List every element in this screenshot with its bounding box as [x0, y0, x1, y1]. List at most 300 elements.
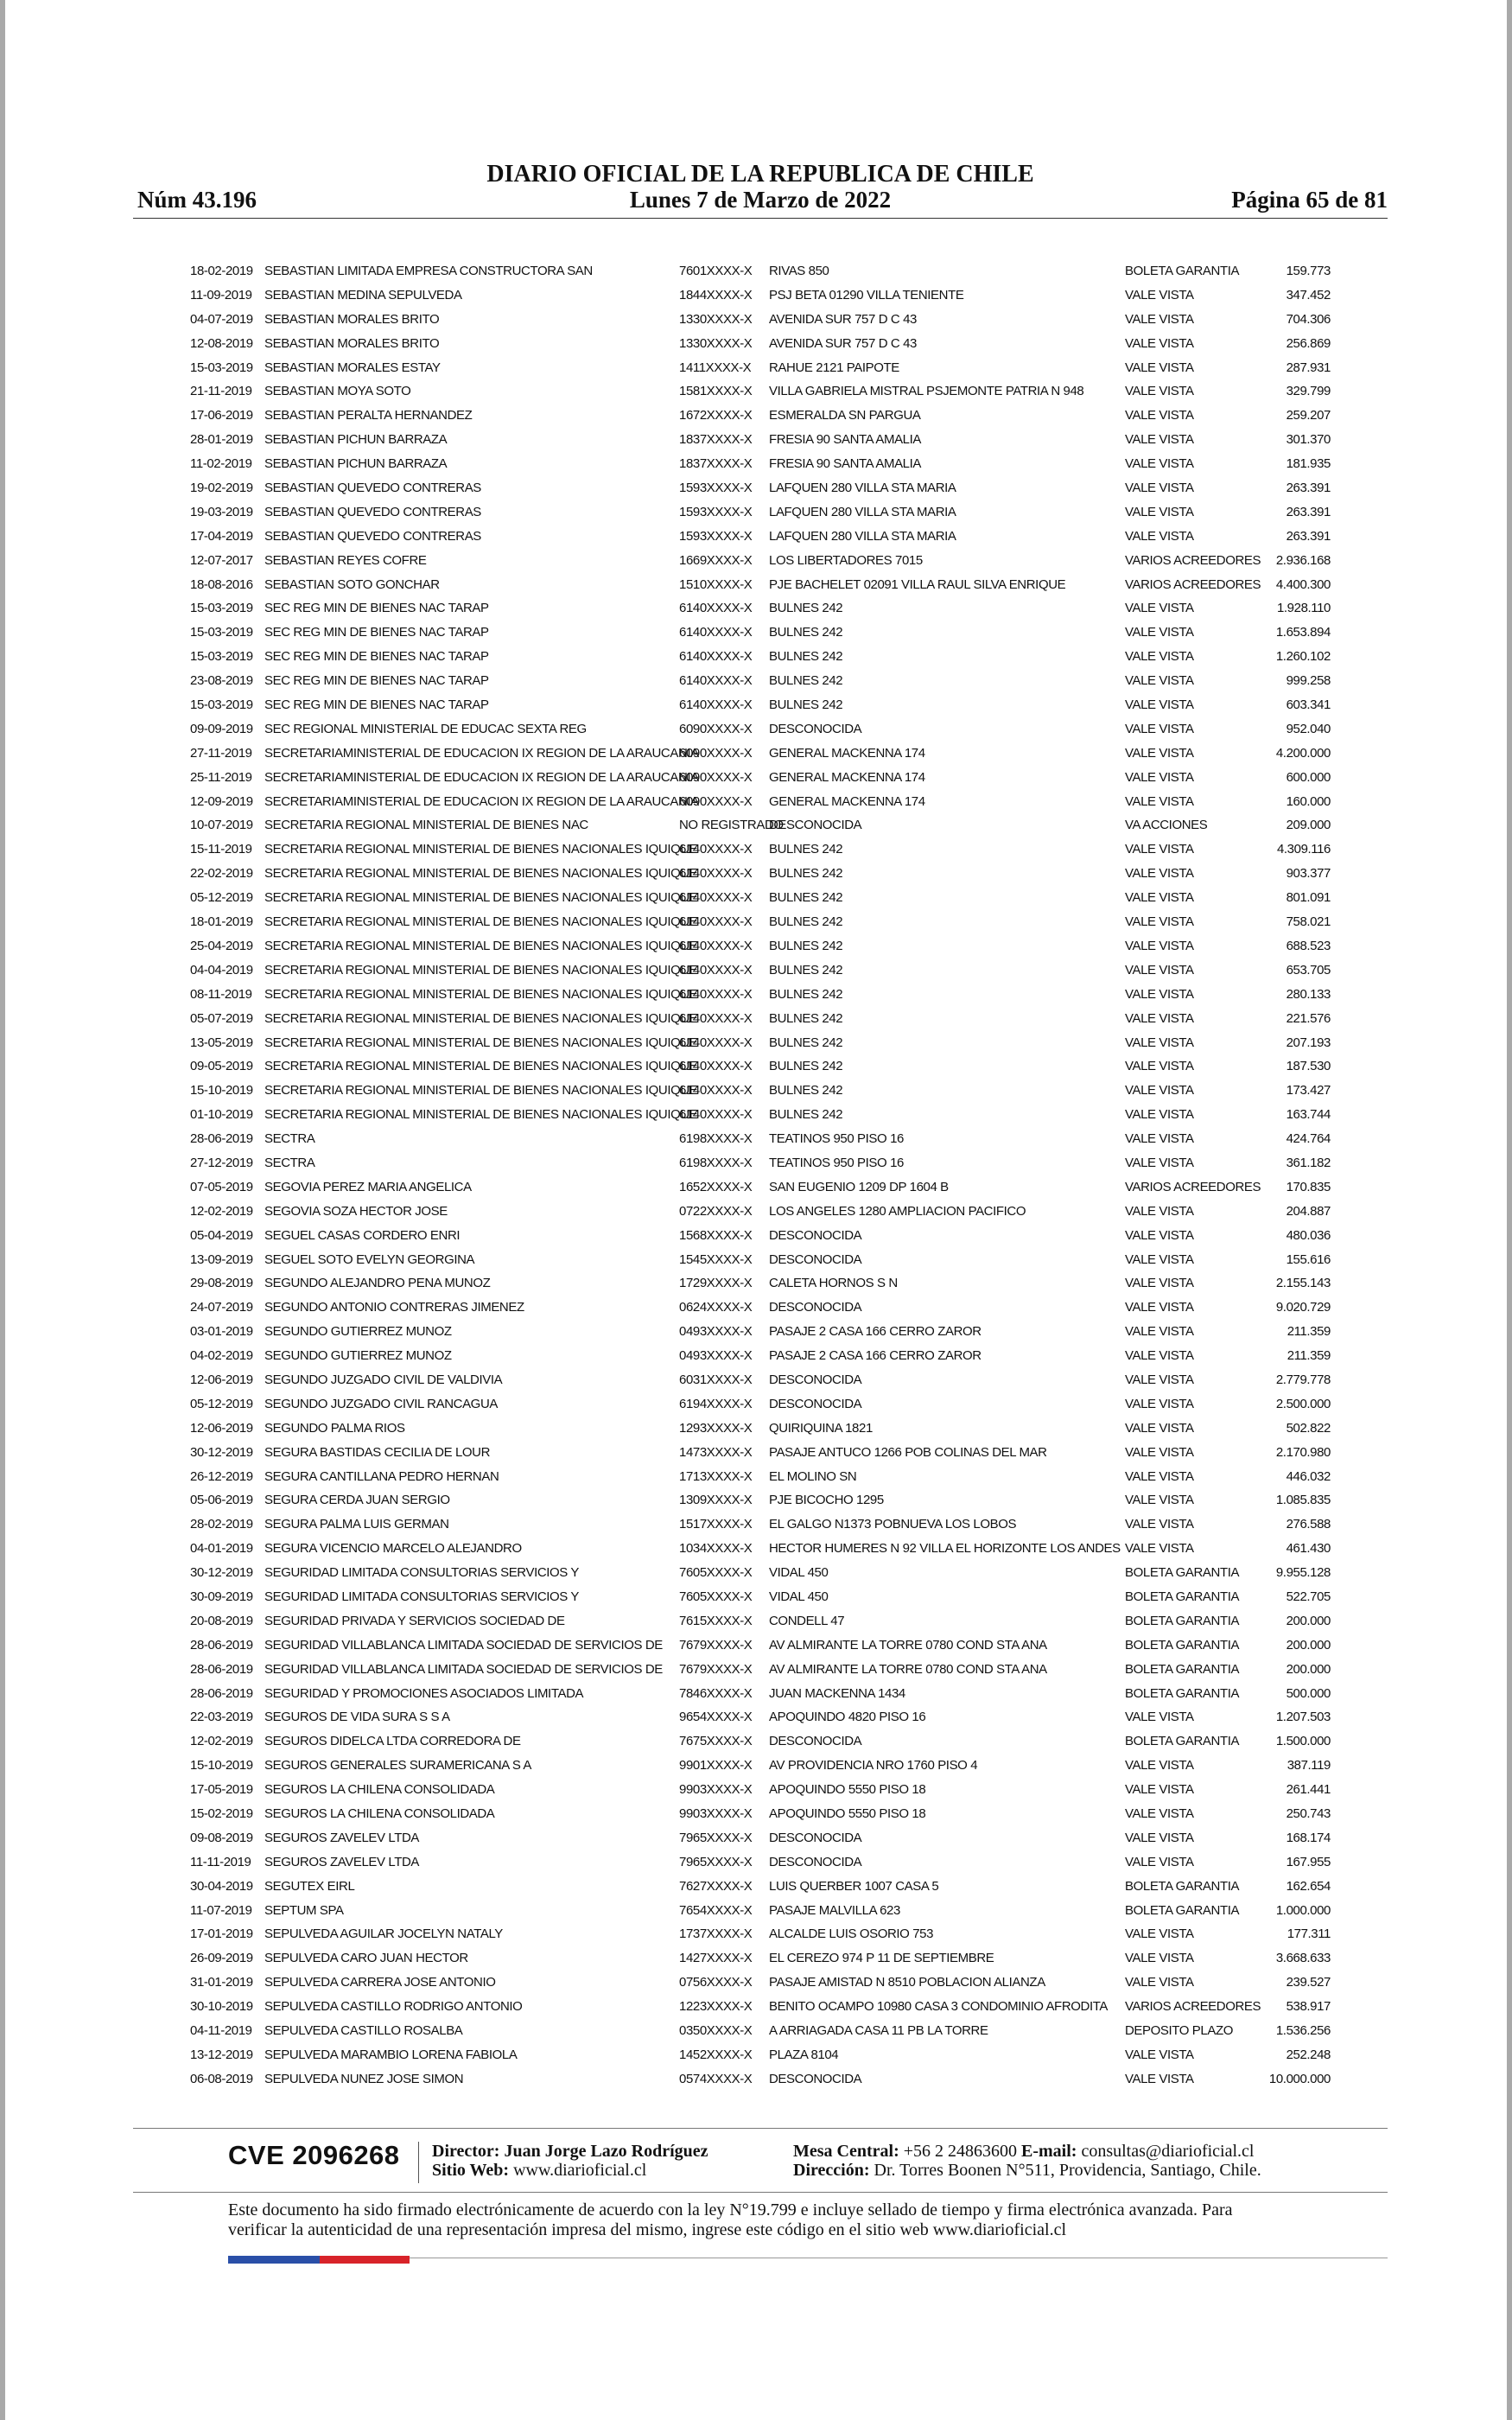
table-row	[190, 717, 1331, 742]
row-rut: 1330XXXX-X	[679, 311, 753, 327]
row-date: 04-11-2019	[190, 2023, 252, 2039]
row-amount: 1.260.102	[1275, 649, 1331, 665]
row-date: 27-12-2019	[190, 1155, 253, 1170]
row-type: VALE VISTA	[1125, 793, 1194, 809]
row-amount: 704.306	[1286, 311, 1331, 327]
row-address: BULNES 242	[769, 1035, 843, 1050]
row-date: 04-01-2019	[190, 1541, 253, 1557]
row-rut: 6140XXXX-X	[679, 962, 753, 978]
row-amount: 999.258	[1286, 673, 1331, 689]
row-type: VALE VISTA	[1125, 1420, 1194, 1436]
row-address: DESCONOCIDA	[769, 1854, 862, 1869]
row-type: VALE VISTA	[1125, 1493, 1194, 1508]
row-type: VALE VISTA	[1125, 890, 1194, 906]
row-name: SEGURIDAD VILLABLANCA LIMITADA SOCIEDAD DE SERVICIOS DE	[264, 1661, 663, 1677]
row-date: 03-01-2019	[190, 1324, 253, 1340]
row-amount: 1.500.000	[1275, 1734, 1331, 1749]
table-row	[190, 1175, 1331, 1200]
row-rut: 7679XXXX-X	[679, 1661, 753, 1677]
row-date: 12-02-2019	[190, 1734, 253, 1749]
row-address: RIVAS 850	[769, 264, 829, 278]
row-rut: 7615XXXX-X	[679, 1613, 753, 1628]
row-amount: 155.616	[1286, 1251, 1331, 1267]
row-date: 17-01-2019	[190, 1926, 253, 1942]
row-name: SEGURA BASTIDAS CECILIA DE LOUR	[264, 1444, 491, 1460]
row-rut: 1837XXXX-X	[679, 432, 753, 448]
table-row	[190, 1899, 1331, 1923]
row-amount: 211.359	[1286, 1348, 1331, 1364]
row-rut: 1293XXXX-X	[679, 1420, 753, 1436]
row-type: VALE VISTA	[1125, 769, 1194, 785]
row-amount: 287.931	[1286, 360, 1331, 375]
row-name: SECRETARIA REGIONAL MINISTERIAL DE BIENES NACIONALES IQUIQUE	[264, 938, 698, 953]
row-type: VALE VISTA	[1125, 1372, 1194, 1387]
table-row	[190, 1007, 1331, 1031]
row-amount: 204.887	[1286, 1203, 1331, 1219]
row-type: VALE VISTA	[1125, 1926, 1194, 1942]
email-label: E-mail:	[1021, 2142, 1077, 2161]
row-rut: 6140XXXX-X	[679, 914, 753, 930]
row-type: VALE VISTA	[1125, 1131, 1194, 1147]
row-name: SEBASTIAN MORALES BRITO	[264, 311, 440, 327]
row-address: BULNES 242	[769, 962, 843, 978]
row-name: SEC REG MIN DE BIENES NAC TARAP	[264, 625, 489, 640]
row-amount: 177.311	[1286, 1926, 1331, 1942]
row-rut: 7605XXXX-X	[679, 1589, 753, 1604]
row-address: DESCONOCIDA	[769, 1734, 862, 1749]
row-rut: 6140XXXX-X	[679, 697, 753, 713]
table-row	[190, 813, 1331, 837]
director-label: Director:	[432, 2142, 500, 2161]
row-rut: 7679XXXX-X	[679, 1637, 753, 1653]
row-amount: 160.000	[1286, 793, 1331, 809]
row-date: 15-03-2019	[190, 625, 253, 640]
row-date: 11-11-2019	[190, 1854, 251, 1869]
row-address: AV ALMIRANTE LA TORRE 0780 COND STA ANA	[769, 1661, 1047, 1677]
row-address: SAN EUGENIO 1209 DP 1604 B	[769, 1179, 949, 1194]
footer-divider-top	[133, 2128, 1388, 2129]
row-rut: 0350XXXX-X	[679, 2023, 753, 2039]
row-date: 30-04-2019	[190, 1878, 253, 1894]
row-amount: 461.430	[1286, 1541, 1331, 1557]
row-type: BOLETA GARANTIA	[1125, 1878, 1240, 1894]
table-row	[190, 766, 1331, 790]
row-type: VALE VISTA	[1125, 1083, 1194, 1099]
row-date: 20-08-2019	[190, 1613, 253, 1628]
table-row	[190, 283, 1331, 308]
table-row	[190, 1802, 1331, 1826]
row-type: BOLETA GARANTIA	[1125, 1902, 1240, 1918]
row-type: VALE VISTA	[1125, 1951, 1194, 1966]
row-name: SECRETARIA REGIONAL MINISTERIAL DE BIENES NACIONALES IQUIQUE	[264, 962, 698, 978]
row-name: SEBASTIAN QUEVEDO CONTRERAS	[264, 528, 481, 544]
row-address: VIDAL 450	[769, 1589, 829, 1604]
row-name: SEGUROS GENERALES SURAMERICANA S A	[264, 1758, 531, 1774]
row-amount: 2.170.980	[1275, 1444, 1331, 1460]
row-date: 28-01-2019	[190, 432, 253, 448]
row-date: 12-08-2019	[190, 335, 253, 351]
row-date: 15-03-2019	[190, 360, 253, 375]
row-name: SEC REG MIN DE BIENES NAC TARAP	[264, 697, 489, 713]
row-amount: 259.207	[1286, 408, 1331, 424]
table-row	[190, 1537, 1331, 1561]
table-row	[190, 1875, 1331, 1899]
row-date: 05-07-2019	[190, 1010, 253, 1026]
table-row	[190, 1658, 1331, 1682]
row-address: LOS LIBERTADORES 7015	[769, 552, 923, 568]
row-rut: 1713XXXX-X	[679, 1468, 753, 1484]
table-row	[190, 549, 1331, 573]
row-date: 04-07-2019	[190, 311, 253, 327]
row-type: VARIOS ACREEDORES	[1125, 576, 1261, 592]
row-rut: 1330XXXX-X	[679, 335, 753, 351]
row-address: JUAN MACKENNA 1434	[769, 1685, 905, 1701]
cve-code: CVE 2096268	[228, 2140, 400, 2170]
row-address: AV ALMIRANTE LA TORRE 0780 COND STA ANA	[769, 1637, 1047, 1653]
table-row	[190, 862, 1331, 886]
row-name: SEGUNDO JUZGADO CIVIL RANCAGUA	[264, 1396, 498, 1411]
table-row	[190, 596, 1331, 621]
row-type: VALE VISTA	[1125, 1348, 1194, 1364]
row-amount: 263.391	[1286, 504, 1331, 519]
row-address: BULNES 242	[769, 1010, 843, 1026]
row-rut: 9901XXXX-X	[679, 1758, 753, 1774]
row-type: BOLETA GARANTIA	[1125, 1734, 1240, 1749]
row-address: BULNES 242	[769, 649, 843, 665]
row-type: VALE VISTA	[1125, 938, 1194, 953]
row-address: BULNES 242	[769, 1107, 843, 1123]
legal-notice: Este documento ha sido firmado electrónicamente de acuerdo con la ley N°19.799 e incluye sellado de tiempo y firma electrónica avanzada. Para verificar la autenticidad de una representación impresa del mismo, ingrese este código en el sitio web www.diarioficial.cl	[228, 2200, 1233, 2239]
row-name: SEPULVEDA CASTILLO RODRIGO ANTONIO	[264, 1999, 523, 2015]
table-row	[190, 1224, 1331, 1248]
row-name: SEBASTIAN LIMITADA EMPRESA CONSTRUCTORA SAN	[264, 264, 593, 278]
row-date: 15-02-2019	[190, 1806, 253, 1821]
table-row	[190, 1634, 1331, 1658]
row-name: SEBASTIAN QUEVEDO CONTRERAS	[264, 504, 481, 519]
row-name: SEGURA CERDA JUAN SERGIO	[264, 1493, 450, 1508]
row-amount: 280.133	[1286, 986, 1331, 1002]
row-rut: 6140XXXX-X	[679, 986, 753, 1002]
row-amount: 3.668.633	[1275, 1951, 1331, 1966]
row-date: 15-03-2019	[190, 601, 253, 616]
row-date: 06-08-2019	[190, 2071, 253, 2086]
row-name: SECRETARIA REGIONAL MINISTERIAL DE BIENES NACIONALES IQUIQUE	[264, 1035, 698, 1050]
row-type: VALE VISTA	[1125, 1541, 1194, 1557]
row-rut: 7675XXXX-X	[679, 1734, 753, 1749]
row-address: DESCONOCIDA	[769, 1372, 862, 1387]
issue-number: Núm 43.196	[137, 187, 257, 213]
row-rut: 6090XXXX-X	[679, 793, 753, 809]
row-rut: 1411XXXX-X	[679, 360, 752, 375]
row-date: 05-06-2019	[190, 1493, 253, 1508]
row-date: 24-07-2019	[190, 1300, 253, 1315]
row-address: DESCONOCIDA	[769, 818, 862, 833]
row-rut: 7965XXXX-X	[679, 1830, 753, 1845]
row-type: VALE VISTA	[1125, 1300, 1194, 1315]
row-date: 10-07-2019	[190, 818, 253, 833]
row-amount: 538.917	[1286, 1999, 1331, 2015]
flag-bar-red	[320, 2256, 410, 2264]
row-date: 17-04-2019	[190, 528, 253, 544]
row-amount: 653.705	[1286, 962, 1331, 978]
row-type: VALE VISTA	[1125, 384, 1194, 399]
row-name: SEBASTIAN MOYA SOTO	[264, 384, 411, 399]
issue-date: Lunes 7 de Marzo de 2022	[629, 187, 892, 213]
row-amount: 4.200.000	[1275, 745, 1331, 761]
row-type: VALE VISTA	[1125, 721, 1194, 736]
row-address: LUIS QUERBER 1007 CASA 5	[769, 1878, 939, 1894]
row-rut: 6198XXXX-X	[679, 1131, 753, 1147]
row-amount: 2.779.778	[1275, 1372, 1331, 1387]
row-name: SEGOVIA SOZA HECTOR JOSE	[264, 1203, 448, 1219]
row-amount: 261.441	[1286, 1782, 1331, 1798]
row-address: FRESIA 90 SANTA AMALIA	[769, 432, 921, 448]
site-label: Sitio Web:	[432, 2161, 510, 2180]
row-address: LAFQUEN 280 VILLA STA MARIA	[769, 504, 956, 519]
site-link[interactable]: www.diarioficial.cl	[513, 2161, 647, 2180]
row-type: VARIOS ACREEDORES	[1125, 1179, 1261, 1194]
row-date: 05-04-2019	[190, 1227, 253, 1243]
row-address: BULNES 242	[769, 697, 843, 713]
row-type: VALE VISTA	[1125, 335, 1194, 351]
row-type: DEPOSITO PLAZO	[1125, 2023, 1233, 2039]
row-date: 27-11-2019	[190, 745, 252, 761]
row-address: AV PROVIDENCIA NRO 1760 PISO 4	[769, 1758, 978, 1774]
table-row	[190, 1151, 1331, 1175]
row-date: 09-05-2019	[190, 1059, 253, 1074]
row-rut: 1568XXXX-X	[679, 1227, 753, 1243]
row-rut: 6194XXXX-X	[679, 1396, 753, 1411]
row-rut: 6140XXXX-X	[679, 649, 753, 665]
row-address: DESCONOCIDA	[769, 721, 862, 736]
row-date: 07-05-2019	[190, 1179, 253, 1194]
row-name: SECRETARIA REGIONAL MINISTERIAL DE BIENES NACIONALES IQUIQUE	[264, 914, 698, 930]
row-name: SEGUNDO GUTIERREZ MUNOZ	[264, 1348, 452, 1364]
row-rut: 0624XXXX-X	[679, 1300, 753, 1315]
table-row	[190, 1368, 1331, 1392]
row-amount: 200.000	[1286, 1613, 1331, 1628]
row-address: PASAJE ANTUCO 1266 POB COLINAS DEL MAR	[769, 1444, 1047, 1460]
table-row	[190, 1079, 1331, 1103]
row-address: BULNES 242	[769, 866, 843, 882]
table-row	[190, 2043, 1331, 2067]
row-address: CONDELL 47	[769, 1613, 845, 1628]
row-address: ALCALDE LUIS OSORIO 753	[769, 1926, 934, 1942]
row-address: AVENIDA SUR 757 D C 43	[769, 311, 917, 327]
row-name: SECRETARIAMINISTERIAL DE EDUCACION IX REGION DE LA ARAUCANIA	[264, 793, 699, 809]
row-type: VALE VISTA	[1125, 649, 1194, 665]
table-row	[190, 1296, 1331, 1320]
row-address: VILLA GABRIELA MISTRAL PSJEMONTE PATRIA N 948	[769, 384, 1084, 399]
row-address: DESCONOCIDA	[769, 1300, 862, 1315]
row-amount: 181.935	[1286, 456, 1331, 472]
table-row	[190, 1754, 1331, 1778]
row-name: SECRETARIA REGIONAL MINISTERIAL DE BIENES NAC	[264, 818, 588, 833]
row-name: SEPTUM SPA	[264, 1902, 344, 1918]
flag-bar-blue	[228, 2256, 320, 2264]
row-rut: 6140XXXX-X	[679, 601, 753, 616]
row-amount: 168.174	[1286, 1830, 1331, 1845]
row-rut: 1593XXXX-X	[679, 481, 753, 496]
row-type: VALE VISTA	[1125, 1710, 1194, 1725]
row-rut: 1223XXXX-X	[679, 1999, 753, 2015]
table-row	[190, 1922, 1331, 1946]
table-row	[190, 1054, 1331, 1079]
row-type: VALE VISTA	[1125, 673, 1194, 689]
row-amount: 1.536.256	[1275, 2023, 1331, 2039]
row-name: SECRETARIA REGIONAL MINISTERIAL DE BIENES NACIONALES IQUIQUE	[264, 866, 698, 882]
table-row	[190, 356, 1331, 380]
row-amount: 221.576	[1286, 1010, 1331, 1026]
row-address: APOQUINDO 4820 PISO 16	[769, 1710, 926, 1725]
row-date: 28-06-2019	[190, 1661, 253, 1677]
row-type: VALE VISTA	[1125, 1203, 1194, 1219]
row-rut: 1593XXXX-X	[679, 528, 753, 544]
row-rut: 7627XXXX-X	[679, 1878, 753, 1894]
row-amount: 1.207.503	[1275, 1710, 1331, 1725]
row-type: VALE VISTA	[1125, 697, 1194, 713]
row-address: VIDAL 450	[769, 1565, 829, 1581]
director-name: Juan Jorge Lazo Rodríguez	[504, 2142, 708, 2161]
row-rut: 9903XXXX-X	[679, 1806, 753, 1821]
table-row	[190, 886, 1331, 910]
row-rut: 7601XXXX-X	[679, 264, 753, 278]
row-name: SEBASTIAN MORALES BRITO	[264, 335, 440, 351]
row-amount: 1.928.110	[1276, 601, 1331, 616]
table-row	[190, 1561, 1331, 1585]
row-rut: 6090XXXX-X	[679, 721, 753, 736]
table-row	[190, 1103, 1331, 1127]
row-address: BENITO OCAMPO 10980 CASA 3 CONDOMINIO AFRODITA	[769, 1999, 1108, 2015]
row-date: 15-11-2019	[190, 842, 252, 857]
row-address: DESCONOCIDA	[769, 1227, 862, 1243]
address-text: Dr. Torres Boonen N°511, Providencia, Santiago, Chile.	[874, 2161, 1261, 2180]
table-row	[190, 1248, 1331, 1272]
row-amount: 688.523	[1286, 938, 1331, 953]
row-type: VARIOS ACREEDORES	[1125, 552, 1261, 568]
row-date: 30-10-2019	[190, 1999, 253, 2015]
row-amount: 207.193	[1286, 1035, 1331, 1050]
row-name: SEGUROS DE VIDA SURA S S A	[264, 1710, 450, 1725]
table-row	[190, 1465, 1331, 1489]
row-rut: 1427XXXX-X	[679, 1951, 753, 1966]
row-amount: 252.248	[1286, 2047, 1331, 2062]
row-amount: 1.085.835	[1275, 1493, 1331, 1508]
row-rut: 1669XXXX-X	[679, 552, 753, 568]
row-rut: 1672XXXX-X	[679, 408, 753, 424]
table-row	[190, 1850, 1331, 1875]
table-row	[190, 1417, 1331, 1441]
row-type: VALE VISTA	[1125, 311, 1194, 327]
row-rut: 9903XXXX-X	[679, 1782, 753, 1798]
row-type: VALE VISTA	[1125, 481, 1194, 496]
row-date: 05-12-2019	[190, 890, 253, 906]
row-name: SECRETARIA REGIONAL MINISTERIAL DE BIENES NACIONALES IQUIQUE	[264, 842, 698, 857]
row-address: QUIRIQUINA 1821	[769, 1420, 873, 1436]
table-row	[190, 934, 1331, 958]
row-address: PLAZA 8104	[769, 2047, 839, 2062]
row-type: VALE VISTA	[1125, 2071, 1194, 2086]
row-name: SEGOVIA PEREZ MARIA ANGELICA	[264, 1179, 472, 1194]
row-type: VALE VISTA	[1125, 866, 1194, 882]
row-amount: 256.869	[1286, 335, 1331, 351]
row-address: DESCONOCIDA	[769, 1251, 862, 1267]
row-type: VALE VISTA	[1125, 1806, 1194, 1821]
row-rut: 1545XXXX-X	[679, 1251, 753, 1267]
row-address: RAHUE 2121 PAIPOTE	[769, 360, 899, 375]
row-name: SECTRA	[264, 1131, 315, 1147]
row-amount: 600.000	[1286, 769, 1331, 785]
table-row	[190, 621, 1331, 645]
row-type: VALE VISTA	[1125, 1517, 1194, 1532]
row-address: CALETA HORNOS S N	[769, 1276, 898, 1291]
row-rut: 1737XXXX-X	[679, 1926, 753, 1942]
row-name: SEGUNDO GUTIERREZ MUNOZ	[264, 1324, 452, 1340]
table-row	[190, 958, 1331, 983]
row-type: VALE VISTA	[1125, 432, 1194, 448]
row-date: 12-06-2019	[190, 1420, 253, 1436]
row-type: VALE VISTA	[1125, 1035, 1194, 1050]
row-address: GENERAL MACKENNA 174	[769, 745, 925, 761]
row-address: EL MOLINO SN	[769, 1468, 857, 1484]
row-type: VALE VISTA	[1125, 1276, 1194, 1291]
table-row	[190, 669, 1331, 693]
row-type: VALE VISTA	[1125, 360, 1194, 375]
row-amount: 502.822	[1286, 1420, 1331, 1436]
row-address: BULNES 242	[769, 673, 843, 689]
row-address: LAFQUEN 280 VILLA STA MARIA	[769, 481, 956, 496]
table-row	[190, 645, 1331, 669]
email-link[interactable]: consultas@diarioficial.cl	[1081, 2142, 1255, 2161]
row-date: 15-10-2019	[190, 1758, 253, 1774]
row-amount: 173.427	[1286, 1083, 1331, 1099]
row-address: GENERAL MACKENNA 174	[769, 769, 925, 785]
row-type: VA ACCIONES	[1125, 818, 1208, 833]
table-row	[190, 1200, 1331, 1224]
row-type: VALE VISTA	[1125, 2047, 1194, 2062]
row-date: 05-12-2019	[190, 1396, 253, 1411]
row-name: SEC REGIONAL MINISTERIAL DE EDUCAC SEXTA REG	[264, 721, 587, 736]
row-amount: 480.036	[1286, 1227, 1331, 1243]
row-name: SEGUROS LA CHILENA CONSOLIDADA	[264, 1782, 495, 1798]
row-rut: 1844XXXX-X	[679, 287, 753, 302]
row-rut: 0756XXXX-X	[679, 1975, 753, 1990]
row-type: VALE VISTA	[1125, 1010, 1194, 1026]
row-address: BULNES 242	[769, 986, 843, 1002]
row-name: SEBASTIAN SOTO GONCHAR	[264, 576, 440, 592]
table-row	[190, 910, 1331, 934]
row-date: 17-06-2019	[190, 408, 253, 424]
row-type: VALE VISTA	[1125, 745, 1194, 761]
row-date: 09-08-2019	[190, 1830, 253, 1845]
row-amount: 10.000.000	[1268, 2071, 1331, 2086]
row-date: 15-03-2019	[190, 649, 253, 665]
row-type: VALE VISTA	[1125, 504, 1194, 519]
page-number: Página 65 de 81	[1231, 187, 1388, 213]
table-row	[190, 476, 1331, 500]
row-amount: 758.021	[1286, 914, 1331, 930]
newspaper-title: DIARIO OFICIAL DE LA REPUBLICA DE CHILE	[486, 161, 1034, 188]
row-type: VALE VISTA	[1125, 456, 1194, 472]
row-rut: NO REGISTRADO	[679, 818, 784, 833]
row-rut: 6140XXXX-X	[679, 938, 753, 953]
row-date: 12-07-2017	[190, 552, 253, 568]
header-divider	[133, 218, 1388, 219]
row-address: EL GALGO N1373 POBNUEVA LOS LOBOS	[769, 1517, 1017, 1532]
row-name: SEGUROS LA CHILENA CONSOLIDADA	[264, 1806, 495, 1821]
row-address: PASAJE AMISTAD N 8510 POBLACION ALIANZA	[769, 1975, 1045, 1990]
row-rut: 1517XXXX-X	[679, 1517, 753, 1532]
